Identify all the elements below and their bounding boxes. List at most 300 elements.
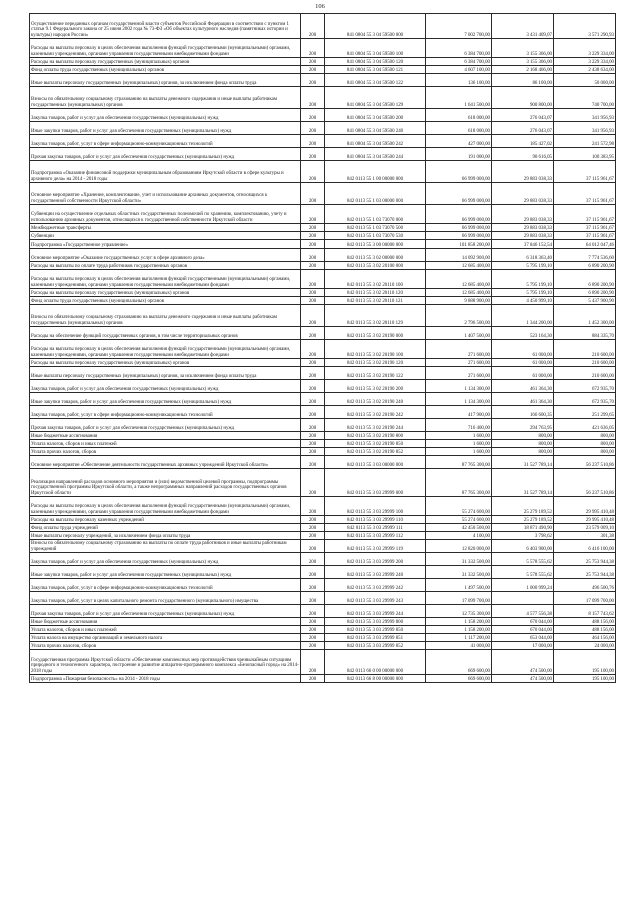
approved-amount-cell: 6 384 700,00 [426,58,492,66]
item-name-cell: Фонд оплаты труда государственных (муниципальных) органов [30,66,301,74]
item-name-cell: Расходы на обеспечение функций государственных органов, в том числе территориальных органов [30,327,301,340]
executed-amount-cell: 294 763,95 [492,419,554,432]
budget-code-cell: 842 0113 55 3 03 29999 852 [325,642,426,650]
admin-code-cell: 200 [301,148,325,161]
table-row [30,297,616,305]
approved-amount-cell: 12 685 400,00 [426,289,492,297]
executed-amount-cell: 61 000,00 [492,359,554,367]
table-row [30,566,616,579]
budget-code-cell: 842 0113 55 3 02 20190 244 [325,419,426,432]
table-row [30,448,616,456]
table-row [30,393,616,406]
approved-amount-cell: 55 274 600,00 [426,497,492,516]
approved-amount-cell: 271 600,00 [426,367,492,380]
budget-code-cell: 841 0804 55 3 04 59500 242 [325,135,426,148]
budget-code-cell: 842 0113 55 1 03 00000 000 [325,183,426,205]
executed-amount-cell: 800,00 [492,440,554,448]
item-name-cell: Подпрограмма «Пожарная безопасность» на 2014 - 2018 годы [30,675,301,683]
item-name-cell: Иные выплаты персоналу государственных (муниципальных) органов, за исключением фонда оплаты труда [30,74,301,87]
remaining-amount-cell: 210 600,00 [554,359,616,367]
item-name-cell: Взносы по обязательному социальному страхованию на выплаты денежного содержания и иные выплаты работникам государственных (муниципальных) органов [30,305,301,327]
table-row [30,524,616,532]
remaining-amount-cell: 3 229 334,00 [554,58,616,66]
remaining-amount-cell: 23 579 009,10 [554,524,616,532]
remaining-amount-cell: 56 237 510,86 [554,456,616,469]
remaining-amount-cell: 6 890 200,90 [554,270,616,289]
remaining-amount-cell: 37 115 961,67 [554,183,616,205]
table-row [30,249,616,262]
budget-code-cell: 842 0113 55 3 02 20110 100 [325,270,426,289]
table-row [30,135,616,148]
budget-code-cell: 842 0113 55 3 03 29999 242 [325,579,426,592]
table-row [30,516,616,524]
approved-amount-cell: 271 600,00 [426,359,492,367]
remaining-amount-cell: 421 636,05 [554,419,616,432]
budget-code-cell: 841 0804 55 3 04 59500 240 [325,122,426,135]
budget-code-cell: 842 0113 55 3 00 00000 000 [325,240,426,249]
approved-amount-cell: 1 497 500,00 [426,579,492,592]
executed-amount-cell: 900 800,00 [492,87,554,109]
admin-code-cell: 200 [301,634,325,642]
budget-code-cell: 842 0113 55 1 03 73070 530 [325,232,426,240]
approved-amount-cell: 55 274 600,00 [426,516,492,524]
remaining-amount-cell: 3 229 334,00 [554,39,616,58]
item-name-cell: Иные бюджетные ассигнования [30,432,301,440]
item-name-cell: Подпрограмма «Государственное управление» [30,240,301,249]
table-row [30,553,616,566]
budget-code-cell: 842 0113 55 3 02 20110 120 [325,289,426,297]
admin-code-cell: 200 [301,39,325,58]
approved-amount-cell: 618 000,00 [426,122,492,135]
approved-amount-cell: 1 134 300,00 [426,393,492,406]
approved-amount-cell: 669 600,00 [426,675,492,683]
item-name-cell: Расходы на выплаты персоналу казенных учреждений [30,516,301,524]
table-row [30,14,616,39]
executed-amount-cell: 29 883 038,33 [492,161,554,183]
table-row [30,406,616,419]
admin-code-cell: 200 [301,592,325,605]
approved-amount-cell: 191 000,00 [426,148,492,161]
remaining-amount-cell: 464 156,00 [554,634,616,642]
executed-amount-cell: 800,00 [492,448,554,456]
remaining-amount-cell: 341 956,93 [554,122,616,135]
budget-code-cell: 842 0113 55 1 03 73070 000 [325,205,426,224]
executed-amount-cell: 800,00 [492,432,554,440]
budget-code-cell: 842 0113 55 3 03 29999 850 [325,626,426,634]
item-name-cell: Взносы по обязательному социальному страхованию на выплаты денежного содержания и иные выплаты работникам государственных (муниципальных) органов [30,87,301,109]
budget-code-cell: 842 0113 55 3 02 20190 800 [325,432,426,440]
executed-amount-cell: 3 431 409,07 [492,14,554,39]
executed-amount-cell: 670 044,00 [492,626,554,634]
admin-code-cell: 200 [301,109,325,122]
approved-amount-cell: 66 999 000,00 [426,161,492,183]
admin-code-cell: 200 [301,297,325,305]
remaining-amount-cell: 100 383,95 [554,148,616,161]
admin-code-cell: 200 [301,524,325,532]
approved-amount-cell: 1 407 500,00 [426,327,492,340]
item-name-cell: Основное мероприятие «Оказание государственных услуг в сфере архивного дела» [30,249,301,262]
table-row [30,432,616,440]
budget-code-cell: 842 0113 55 3 02 20110 121 [325,297,426,305]
item-name-cell: Основное мероприятие «Хранение, комплектование, учет и использование архивных документов, относящихся к государственной собственности Иркутской области» [30,183,301,205]
budget-code-cell: 842 0113 55 3 03 29999 243 [325,592,426,605]
item-name-cell: Субвенции [30,232,301,240]
admin-code-cell: 200 [301,249,325,262]
item-name-cell: Фонд оплаты труда учреждений [30,524,301,532]
approved-amount-cell: 1 134 300,00 [426,380,492,393]
admin-code-cell: 200 [301,14,325,39]
admin-code-cell: 200 [301,553,325,566]
table-row [30,232,616,240]
approved-amount-cell: 1 641 500,00 [426,87,492,109]
approved-amount-cell: 31 332 500,00 [426,566,492,579]
executed-amount-cell: 4 450 999,10 [492,297,554,305]
remaining-amount-cell: 24 000,00 [554,642,616,650]
remaining-amount-cell: 672 935,70 [554,380,616,393]
approved-amount-cell: 66 999 000,00 [426,224,492,232]
remaining-amount-cell: 884 335,70 [554,327,616,340]
admin-code-cell: 200 [301,605,325,618]
item-name-cell: Расходы на выплаты персоналу государственных (муниципальных) органов [30,289,301,297]
table-row [30,440,616,448]
approved-amount-cell: 42 450 500,00 [426,524,492,532]
executed-amount-cell: 5 795 199,10 [492,270,554,289]
approved-amount-cell: 1 158 200,00 [426,626,492,634]
item-name-cell: Уплата налога на имущество организаций и земельного налога [30,634,301,642]
budget-code-cell: 841 0804 55 3 04 59500 120 [325,58,426,66]
executed-amount-cell: 90 616,05 [492,148,554,161]
item-name-cell: Расходы на выплаты персоналу государственных (муниципальных) органов [30,359,301,367]
budget-code-cell: 842 0113 66 0 00 00000 000 [325,650,426,675]
item-name-cell: Уплата прочих налогов, сборов [30,642,301,650]
remaining-amount-cell: 800,00 [554,432,616,440]
table-row [30,289,616,297]
table-row [30,650,616,675]
remaining-amount-cell: 210 600,00 [554,340,616,359]
approved-amount-cell: 87 765 300,00 [426,469,492,497]
approved-amount-cell: 427 000,00 [426,135,492,148]
executed-amount-cell: 25 279 189,52 [492,497,554,516]
remaining-amount-cell: 50 000,00 [554,74,616,87]
table-row [30,419,616,432]
budget-table [29,13,616,683]
executed-amount-cell: 653 044,00 [492,634,554,642]
budget-code-cell: 842 0113 55 3 03 29999 110 [325,516,426,524]
item-name-cell: Иные закупки товаров, работ и услуг для обеспечения государственных (муниципальных) нужд [30,566,301,579]
approved-amount-cell: 4 100,00 [426,532,492,540]
budget-code-cell: 841 0804 55 3 04 59500 200 [325,109,426,122]
admin-code-cell: 200 [301,122,325,135]
item-name-cell: Взносы по обязательному социальному страхованию на выплаты по оплате труда работников и иные выплаты работникам учреждений [30,540,301,553]
approved-amount-cell: 66 999 000,00 [426,232,492,240]
remaining-amount-cell: 341 956,93 [554,109,616,122]
remaining-amount-cell: 64 012 047,46 [554,240,616,249]
executed-amount-cell: 5 578 555,62 [492,566,554,579]
executed-amount-cell: 18 871 490,90 [492,524,554,532]
remaining-amount-cell: 488 156,00 [554,618,616,626]
admin-code-cell: 200 [301,540,325,553]
budget-code-cell: 842 0113 55 3 02 20190 240 [325,393,426,406]
executed-amount-cell: 31 527 789,14 [492,456,554,469]
admin-code-cell: 200 [301,675,325,683]
budget-code-cell: 842 0113 55 3 02 00000 000 [325,249,426,262]
approved-amount-cell: 101 858 200,00 [426,240,492,249]
executed-amount-cell: 31 527 789,14 [492,469,554,497]
budget-code-cell: 842 0113 55 3 02 20190 852 [325,448,426,456]
budget-code-cell: 841 0804 55 3 04 59500 000 [325,14,426,39]
table-row [30,618,616,626]
approved-amount-cell: 66 999 000,00 [426,205,492,224]
admin-code-cell: 200 [301,440,325,448]
table-row [30,74,616,87]
approved-amount-cell: 1 117 200,00 [426,634,492,642]
budget-code-cell: 842 0113 55 3 02 20110 129 [325,305,426,327]
table-row [30,262,616,270]
remaining-amount-cell: 6 890 200,90 [554,289,616,297]
remaining-amount-cell: 25 753 944,38 [554,566,616,579]
item-name-cell: Иные закупки товаров, работ и услуг для обеспечения государственных (муниципальных) нужд [30,393,301,406]
executed-amount-cell: 29 883 038,33 [492,205,554,224]
executed-amount-cell: 5 795 199,10 [492,289,554,297]
item-name-cell: Государственная программа Иркутской области «Обеспечение комплексных мер противодействия чрезвычайным ситуациям природного и техногенного характера, построение и развитие аппаратно-программного комплекса «Безопасный город» на 2014-2018 годы [30,650,301,675]
table-row [30,224,616,232]
executed-amount-cell: 29 883 038,33 [492,183,554,205]
approved-amount-cell: 17 099 700,00 [426,592,492,605]
item-name-cell: Закупка товаров, работ и услуг для обеспечения государственных (муниципальных) нужд [30,553,301,566]
executed-amount-cell: 5 795 199,10 [492,262,554,270]
budget-code-cell: 842 0113 55 3 02 20190 200 [325,380,426,393]
admin-code-cell: 200 [301,469,325,497]
budget-code-cell: 842 0113 55 3 02 20190 100 [325,340,426,359]
budget-code-cell: 842 0113 55 3 03 29999 000 [325,469,426,497]
executed-amount-cell: 1 000 999,24 [492,579,554,592]
remaining-amount-cell: 740 700,00 [554,87,616,109]
table-row [30,39,616,58]
admin-code-cell: 200 [301,87,325,109]
admin-code-cell: 200 [301,650,325,675]
budget-code-cell: 841 0804 55 3 04 59500 121 [325,66,426,74]
executed-amount-cell: 523 164,30 [492,327,554,340]
approved-amount-cell: 41 000,00 [426,642,492,650]
budget-code-cell: 842 0113 55 3 02 20190 850 [325,440,426,448]
remaining-amount-cell: 488 156,00 [554,626,616,634]
item-name-cell: Субвенции на осуществление отдельных областных государственных полномочий по хранению, комплектованию, учету и использованию архивных документов, относящихся к государственной собственности Иркутской области [30,205,301,224]
executed-amount-cell: 474 500,00 [492,675,554,683]
executed-amount-cell: 3 155 366,00 [492,39,554,58]
approved-amount-cell: 31 332 500,00 [426,553,492,566]
remaining-amount-cell: 29 995 410,48 [554,516,616,524]
budget-code-cell: 842 0113 55 3 03 29999 100 [325,497,426,516]
item-name-cell: Расходы на выплаты по оплате труда работников государственных органов [30,262,301,270]
remaining-amount-cell: 8 157 743,62 [554,605,616,618]
table-row [30,87,616,109]
approved-amount-cell: 12 735 300,00 [426,605,492,618]
executed-amount-cell: 4 577 556,38 [492,605,554,618]
approved-amount-cell: 1 158 200,00 [426,618,492,626]
approved-amount-cell: 12 685 400,00 [426,262,492,270]
executed-amount-cell: 61 000,00 [492,340,554,359]
admin-code-cell: 200 [301,642,325,650]
executed-amount-cell: 276 043,07 [492,122,554,135]
item-name-cell: Прочая закупка товаров, работ и услуг для обеспечения государственных (муниципальных) нужд [30,605,301,618]
table-row [30,270,616,289]
executed-amount-cell [492,592,554,605]
executed-amount-cell: 29 883 038,33 [492,224,554,232]
admin-code-cell: 200 [301,224,325,232]
admin-code-cell: 200 [301,232,325,240]
budget-code-cell: 842 0113 55 3 03 29999 111 [325,524,426,532]
item-name-cell: Иные закупки товаров, работ и услуг для обеспечения государственных (муниципальных) нужд [30,122,301,135]
budget-code-cell: 841 0804 55 3 04 59500 100 [325,39,426,58]
item-name-cell: Расходы на выплаты персоналу в целях обеспечения выполнения функций государственными (муниципальными) органами, казенными учреждениями, органами управления государственными внебюджетными фондами [30,340,301,359]
remaining-amount-cell: 7 774 536,60 [554,249,616,262]
item-name-cell: Прочая закупка товаров, работ и услуг для обеспечения государственных (муниципальных) нужд [30,148,301,161]
budget-code-cell: 841 0804 55 3 04 59500 129 [325,87,426,109]
executed-amount-cell: 29 883 038,33 [492,232,554,240]
admin-code-cell: 200 [301,406,325,419]
table-row [30,497,616,516]
item-name-cell: Фонд оплаты труда государственных (муниципальных) органов [30,297,301,305]
admin-code-cell: 200 [301,393,325,406]
table-row [30,240,616,249]
table-row [30,183,616,205]
page-number: 106 [315,3,325,10]
remaining-amount-cell: 210 600,00 [554,367,616,380]
item-name-cell: Расходы на выплаты персоналу государственных (муниципальных) органов [30,58,301,66]
table-row [30,205,616,224]
table-row [30,605,616,618]
remaining-amount-cell: 195 100,00 [554,675,616,683]
table-row [30,305,616,327]
remaining-amount-cell: 37 115 961,67 [554,224,616,232]
approved-amount-cell: 1 600,00 [426,448,492,456]
approved-amount-cell: 2 796 500,00 [426,305,492,327]
table-row [30,469,616,497]
executed-amount-cell: 670 044,00 [492,618,554,626]
table-row [30,675,616,683]
item-name-cell: Расходы на выплаты персоналу в целях обеспечения выполнения функций государственными (муниципальными) органами, казенными учреждениями, органами управления государственными внебюджетными фондами [30,270,301,289]
admin-code-cell: 200 [301,135,325,148]
budget-code-cell: 842 0113 55 3 02 20190 242 [325,406,426,419]
executed-amount-cell: 276 043,07 [492,109,554,122]
table-row [30,148,616,161]
item-name-cell: Закупка товаров, работ и услуг для обеспечения государственных (муниципальных) нужд [30,109,301,122]
item-name-cell: Иные выплаты персоналу учреждений, за исключением фонда оплаты труда [30,532,301,540]
budget-code-cell: 842 0113 55 3 03 29999 200 [325,553,426,566]
remaining-amount-cell: 37 115 961,67 [554,161,616,183]
budget-code-cell: 842 0113 55 3 02 20100 000 [325,262,426,270]
remaining-amount-cell: 29 995 410,48 [554,497,616,516]
executed-amount-cell: 6 403 900,00 [492,540,554,553]
executed-amount-cell: 25 279 189,52 [492,516,554,524]
remaining-amount-cell: 672 935,70 [554,393,616,406]
item-name-cell: Закупка товаров, работ, услуг в сфере информационно-коммуникационных технологий [30,579,301,592]
admin-code-cell: 200 [301,262,325,270]
executed-amount-cell: 3 798,62 [492,532,554,540]
table-row [30,109,616,122]
item-name-cell: Иные выплаты персоналу государственных (муниципальных) органов, за исключением фонда оплаты труда [30,367,301,380]
remaining-amount-cell: 5 437 900,90 [554,297,616,305]
budget-code-cell: 842 0113 55 3 03 29999 244 [325,605,426,618]
budget-code-cell: 841 0804 55 3 04 59500 244 [325,148,426,161]
admin-code-cell: 200 [301,340,325,359]
item-name-cell: Основное мероприятие «Обеспечение деятельности государственных архивных учреждений Иркутской области» [30,456,301,469]
executed-amount-cell: 61 000,00 [492,367,554,380]
table-row [30,456,616,469]
remaining-amount-cell: 3 571 290,93 [554,14,616,39]
item-name-cell: Иные бюджетные ассигнования [30,618,301,626]
approved-amount-cell: 87 765 300,00 [426,456,492,469]
table-row [30,359,616,367]
item-name-cell: Реализация направлений расходов основного мероприятия и (или) ведомственной целевой программы, подпрограммы государственной программы Иркутской области, а также непрограммных направлений расходов государственных органов Иркутской области [30,469,301,497]
admin-code-cell: 200 [301,566,325,579]
table-row [30,532,616,540]
table-row [30,367,616,380]
item-name-cell: Уплата прочих налогов, сборов [30,448,301,456]
approved-amount-cell: 12 820 000,00 [426,540,492,553]
admin-code-cell: 200 [301,380,325,393]
approved-amount-cell: 1 600,00 [426,432,492,440]
executed-amount-cell: 17 000,00 [492,642,554,650]
remaining-amount-cell: 301,38 [554,532,616,540]
budget-code-cell: 842 0113 55 3 02 20190 120 [325,359,426,367]
approved-amount-cell: 1 600,00 [426,440,492,448]
executed-amount-cell: 3 155 366,00 [492,58,554,66]
budget-table-body [30,14,616,683]
admin-code-cell: 200 [301,359,325,367]
remaining-amount-cell: 25 753 944,38 [554,553,616,566]
table-row [30,327,616,340]
admin-code-cell: 200 [301,270,325,289]
table-row [30,592,616,605]
budget-code-cell: 842 0113 55 3 02 20190 122 [325,367,426,380]
item-name-cell: Расходы на выплаты персоналу в целях обеспечения выполнения функций государственными (муниципальными) органами, казенными учреждениями, органами управления государственными внебюджетными фондами [30,39,301,58]
remaining-amount-cell: 251 299,65 [554,406,616,419]
approved-amount-cell: 4 607 100,00 [426,66,492,74]
budget-code-cell: 842 0113 55 1 00 00000 000 [325,161,426,183]
admin-code-cell: 200 [301,448,325,456]
approved-amount-cell: 6 384 700,00 [426,39,492,58]
approved-amount-cell: 7 002 700,00 [426,14,492,39]
admin-code-cell: 200 [301,419,325,432]
executed-amount-cell: 474 500,00 [492,650,554,675]
admin-code-cell: 200 [301,432,325,440]
budget-code-cell: 842 0113 66 8 00 00000 000 [325,675,426,683]
table-row [30,58,616,66]
table-row [30,380,616,393]
budget-code-cell: 842 0113 55 3 03 29999 112 [325,532,426,540]
remaining-amount-cell: 6 890 200,90 [554,262,616,270]
executed-amount-cell: 5 578 555,62 [492,553,554,566]
admin-code-cell: 200 [301,74,325,87]
admin-code-cell: 200 [301,183,325,205]
executed-amount-cell: 6 318 363,40 [492,249,554,262]
admin-code-cell: 200 [301,240,325,249]
admin-code-cell: 200 [301,626,325,634]
admin-code-cell: 200 [301,456,325,469]
remaining-amount-cell: 1 452 300,00 [554,305,616,327]
item-name-cell: Прочая закупка товаров, работ и услуг для обеспечения государственных (муниципальных) нужд [30,419,301,432]
approved-amount-cell: 417 900,00 [426,406,492,419]
remaining-amount-cell: 800,00 [554,440,616,448]
approved-amount-cell: 716 400,00 [426,419,492,432]
approved-amount-cell: 136 100,00 [426,74,492,87]
remaining-amount-cell: 37 115 961,67 [554,205,616,224]
admin-code-cell: 200 [301,367,325,380]
table-row [30,540,616,553]
remaining-amount-cell: 195 100,00 [554,650,616,675]
admin-code-cell: 200 [301,66,325,74]
